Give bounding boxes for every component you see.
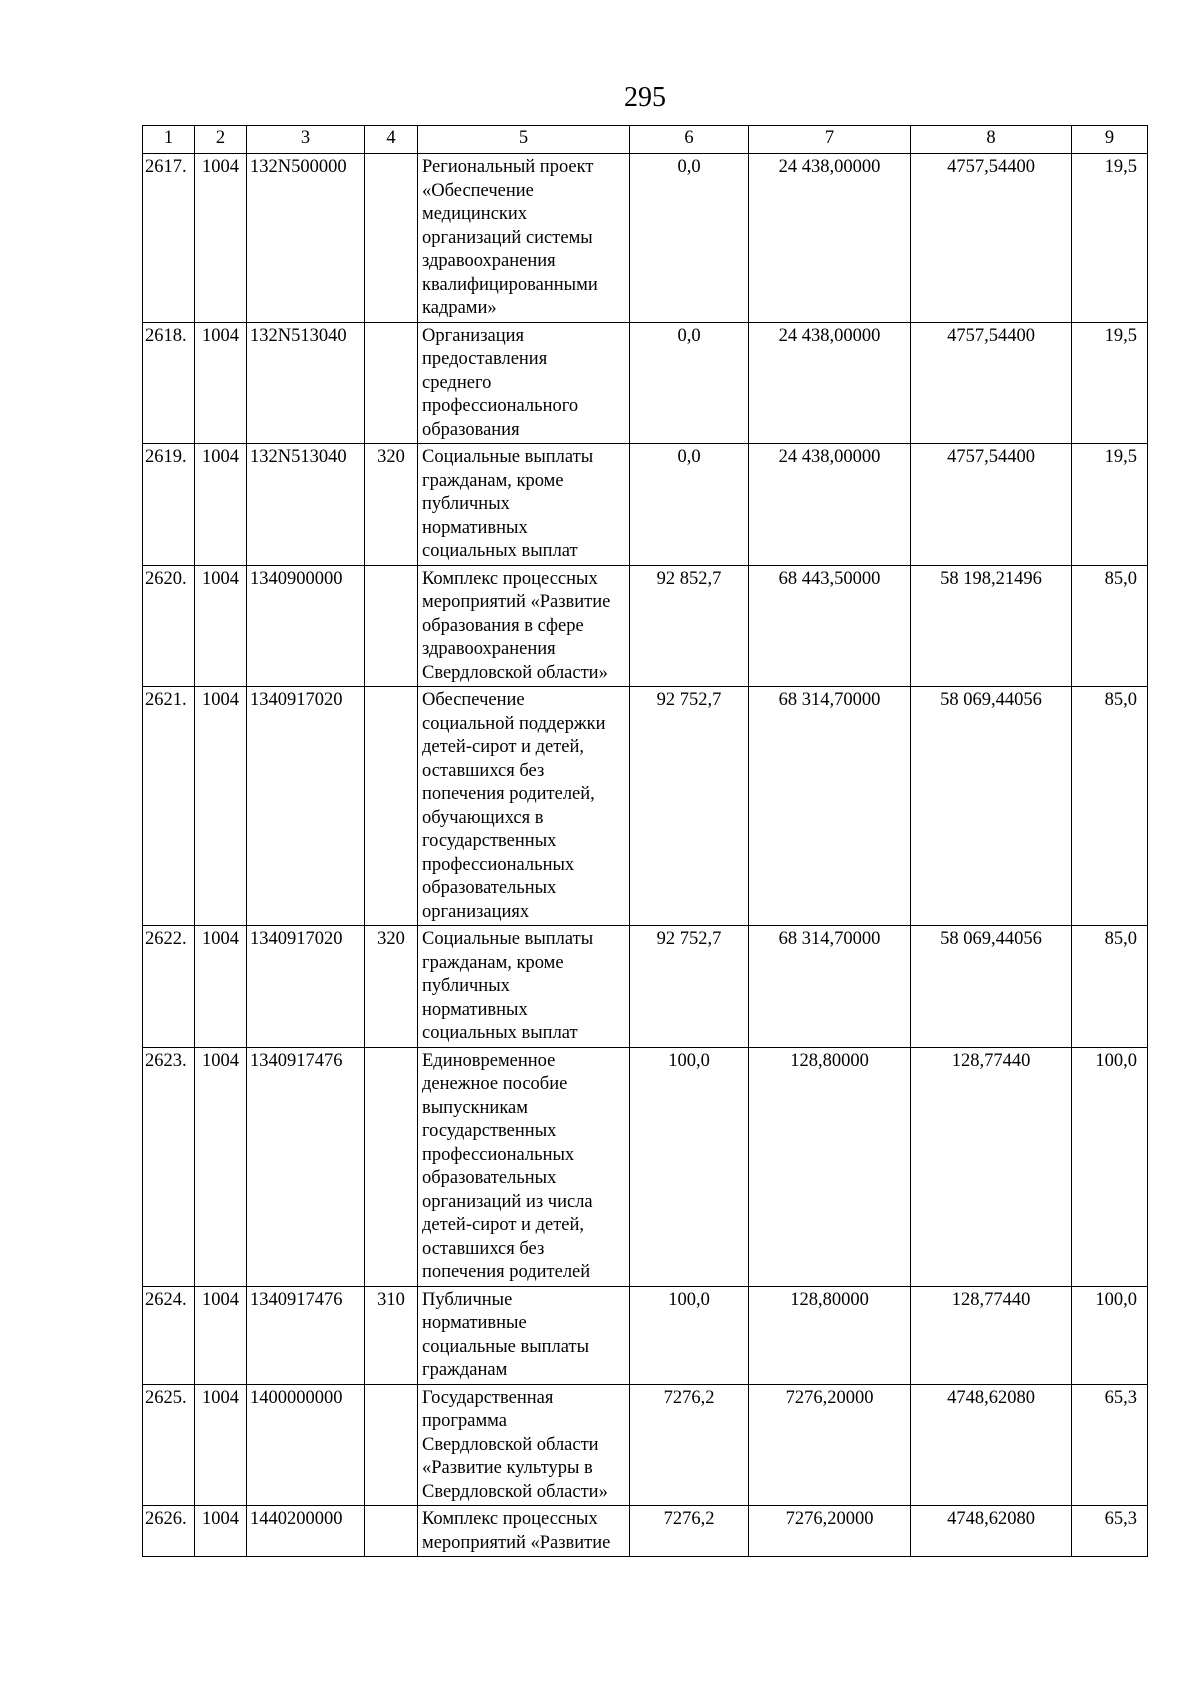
row-number: 2617. [143, 154, 195, 323]
value-col8: 4757,54400 [911, 322, 1072, 444]
percent-executed: 100,0 [1072, 1047, 1148, 1286]
expense-type [365, 1047, 418, 1286]
item-name: Комплекс процессных мероприятий «Развитие [418, 1506, 630, 1557]
value-col8: 58 198,21496 [911, 565, 1072, 687]
target-code: 1440200000 [247, 1506, 365, 1557]
target-code: 1340900000 [247, 565, 365, 687]
row-number: 2621. [143, 687, 195, 926]
expense-type [365, 687, 418, 926]
table-row [143, 687, 1148, 926]
table-row [143, 1506, 1148, 1557]
row-number: 2624. [143, 1286, 195, 1384]
column-header: 9 [1072, 126, 1148, 154]
value-col7: 7276,20000 [749, 1384, 911, 1506]
row-number: 2626. [143, 1506, 195, 1557]
column-header: 7 [749, 126, 911, 154]
item-name: Социальные выплаты гражданам, кроме публичных нормативных социальных выплат [418, 926, 630, 1048]
column-header: 2 [195, 126, 247, 154]
target-code: 1400000000 [247, 1384, 365, 1506]
value-col7: 24 438,00000 [749, 322, 911, 444]
header-row [143, 126, 1148, 154]
value-col7: 68 443,50000 [749, 565, 911, 687]
row-number: 2622. [143, 926, 195, 1048]
table-row [143, 444, 1148, 566]
percent-executed: 85,0 [1072, 565, 1148, 687]
percent-executed: 19,5 [1072, 444, 1148, 566]
budget-table [142, 125, 1148, 1557]
column-header: 4 [365, 126, 418, 154]
section-code: 1004 [195, 1047, 247, 1286]
section-code: 1004 [195, 322, 247, 444]
value-col7: 24 438,00000 [749, 154, 911, 323]
target-code: 1340917020 [247, 687, 365, 926]
table-row [143, 322, 1148, 444]
column-header: 8 [911, 126, 1072, 154]
expense-type [365, 1384, 418, 1506]
value-col8: 4757,54400 [911, 154, 1072, 323]
value-col7: 68 314,70000 [749, 926, 911, 1048]
table-row [143, 154, 1148, 323]
value-col6: 0,0 [630, 322, 749, 444]
expense-type: 320 [365, 444, 418, 566]
value-col8: 4748,62080 [911, 1506, 1072, 1557]
value-col6: 92 852,7 [630, 565, 749, 687]
percent-executed: 85,0 [1072, 687, 1148, 926]
item-name: Публичные нормативные социальные выплаты гражданам [418, 1286, 630, 1384]
target-code: 1340917476 [247, 1047, 365, 1286]
item-name: Социальные выплаты гражданам, кроме публичных нормативных социальных выплат [418, 444, 630, 566]
expense-type: 310 [365, 1286, 418, 1384]
value-col7: 7276,20000 [749, 1506, 911, 1557]
value-col6: 7276,2 [630, 1384, 749, 1506]
value-col6: 100,0 [630, 1047, 749, 1286]
expense-type [365, 322, 418, 444]
table-row [143, 1047, 1148, 1286]
section-code: 1004 [195, 926, 247, 1048]
section-code: 1004 [195, 1286, 247, 1384]
percent-executed: 85,0 [1072, 926, 1148, 1048]
value-col8: 4748,62080 [911, 1384, 1072, 1506]
value-col7: 128,80000 [749, 1047, 911, 1286]
item-name: Организация предоставления среднего профессионального образования [418, 322, 630, 444]
percent-executed: 19,5 [1072, 322, 1148, 444]
value-col7: 24 438,00000 [749, 444, 911, 566]
item-name: Комплекс процессных мероприятий «Развитие образования в сфере здравоохранения Свердловской области» [418, 565, 630, 687]
value-col6: 92 752,7 [630, 926, 749, 1048]
section-code: 1004 [195, 154, 247, 323]
table-row [143, 1286, 1148, 1384]
table-row [143, 1384, 1148, 1506]
expense-type: 320 [365, 926, 418, 1048]
value-col8: 128,77440 [911, 1286, 1072, 1384]
target-code: 132N513040 [247, 322, 365, 444]
target-code: 1340917020 [247, 926, 365, 1048]
table-row [143, 565, 1148, 687]
item-name: Государственная программа Свердловской области «Развитие культуры в Свердловской области» [418, 1384, 630, 1506]
item-name: Единовременное денежное пособие выпускникам государственных профессиональных образовательных организаций из числа детей-сирот и детей, оставшихся без попечения родителей [418, 1047, 630, 1286]
table-body [143, 126, 1148, 1557]
column-header: 5 [418, 126, 630, 154]
table-row [143, 926, 1148, 1048]
value-col8: 58 069,44056 [911, 687, 1072, 926]
row-number: 2619. [143, 444, 195, 566]
value-col8: 128,77440 [911, 1047, 1072, 1286]
target-code: 1340917476 [247, 1286, 365, 1384]
row-number: 2618. [143, 322, 195, 444]
target-code: 132N500000 [247, 154, 365, 323]
value-col6: 7276,2 [630, 1506, 749, 1557]
section-code: 1004 [195, 444, 247, 566]
percent-executed: 65,3 [1072, 1384, 1148, 1506]
value-col8: 58 069,44056 [911, 926, 1072, 1048]
value-col7: 128,80000 [749, 1286, 911, 1384]
item-name: Обеспечение социальной поддержки детей-сирот и детей, оставшихся без попечения родителей, обучающихся в государственных профессиональных образовательных организациях [418, 687, 630, 926]
percent-executed: 19,5 [1072, 154, 1148, 323]
value-col7: 68 314,70000 [749, 687, 911, 926]
section-code: 1004 [195, 1506, 247, 1557]
column-header: 6 [630, 126, 749, 154]
row-number: 2625. [143, 1384, 195, 1506]
expense-type [365, 1506, 418, 1557]
section-code: 1004 [195, 565, 247, 687]
expense-type [365, 154, 418, 323]
value-col6: 92 752,7 [630, 687, 749, 926]
section-code: 1004 [195, 1384, 247, 1506]
item-name: Региональный проект «Обеспечение медицинских организаций системы здравоохранения квалифицированными кадрами» [418, 154, 630, 323]
expense-type [365, 565, 418, 687]
row-number: 2623. [143, 1047, 195, 1286]
page-number: 295 [624, 82, 666, 113]
target-code: 132N513040 [247, 444, 365, 566]
value-col6: 0,0 [630, 154, 749, 323]
section-code: 1004 [195, 687, 247, 926]
value-col8: 4757,54400 [911, 444, 1072, 566]
value-col6: 100,0 [630, 1286, 749, 1384]
percent-executed: 65,3 [1072, 1506, 1148, 1557]
value-col6: 0,0 [630, 444, 749, 566]
row-number: 2620. [143, 565, 195, 687]
percent-executed: 100,0 [1072, 1286, 1148, 1384]
column-header: 3 [247, 126, 365, 154]
column-header: 1 [143, 126, 195, 154]
